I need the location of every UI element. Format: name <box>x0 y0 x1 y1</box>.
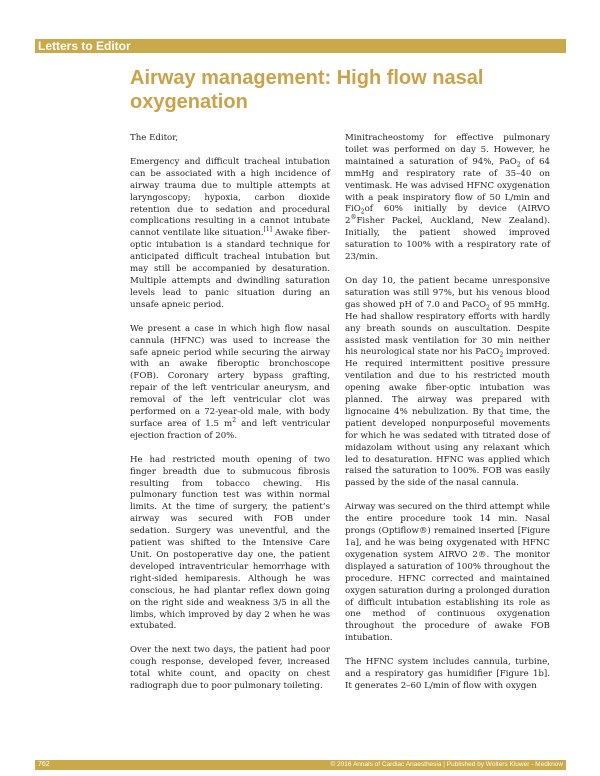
paragraph: The HFNC system includes cannula, turbine, and a respiratory gas humidifier [Figure 1b]. It generates 2–60 L/min of flow with oxygen <box>345 657 550 691</box>
article-title: Airway management: High flow nasal oxygenation <box>130 67 484 113</box>
paragraph: Airway was secured on the third attempt while the entire procedure took 14 min. Nasal prongs (Optiflow®) remained inserted [Figure 1a], and he was being oxygenated with HFNC oxygenation system AIRVO 2®. The monitor displayed a saturation of 100% throughout the procedure. HFNC corrected and maintained oxygen saturation during a prolonged duration of difficult intubation establishing its role as one method of continuous oxygenation throughout the procedure of awake FOB intubation. <box>345 502 550 644</box>
paragraph: Minitracheostomy for effective pulmonary toilet was performed on day 5. However, he maintained a saturation of 94%, PaO$_2$ of 64 mmHg and respiratory rate of 35–40 on ventimask. He was advised HFNC oxygenation with a peak inspiratory flow of 50 L/min and FiO$_2$of 60% initially by device (AIRVO 2®Fisher Packel, Auckland, New Zealand). Initially, the patient showed improved saturation to 100% with a respiratory rate of 23/min. <box>345 133 550 263</box>
page-number: 762 <box>38 761 50 768</box>
paragraph: He had restricted mouth opening of two finger breadth due to submucous fibrosis resulting from tobacco chewing. His pulmonary function test was within normal limits. At the time of surgery, the patient’s airway was secured with FOB under sedation. Surgery was uneventful, and the patient was shifted to the Intensive Care Unit. On postoperative day one, the patient developed intraventricular hemorrhage with right-sided hemiparesis. Although he was conscious, he had plantar reflex down going on the right side and weakness 3/5 in all the limbs, which improved by day 2 when he was extubated. <box>130 454 330 632</box>
paragraph: We present a case in which high flow nasal cannula (HFNC) was used to increase the safe apneic period while securing the airway with an awake fiberoptic bronchoscope (FOB). Coronary artery bypass grafting, repair of the left ventricular aneurysm, and removal of the left ventricular clot was performed on a 72-year-old male, with body surface area of 1.5 $m^2$ and left ventricular ejection fraction of 20%. <box>130 323 330 441</box>
paragraph: Emergency and difficult tracheal intubation can be associated with a high incidence of airway trauma due to multiple attempts at laryngoscopy; hypoxia, carbon dioxide retention due to sedation and procedural complications resulting in a cannot intubate cannot ventilate like situation.[1] Awake fiber-optic intubation is a standard technique for anticipated difficult tracheal intubation but may still be accompanied by desaturation. Multiple attempts and dwindling saturation levels lead to panic situation during an unsafe apneic period. <box>130 156 330 310</box>
journal-credit: © 2016 Annals of Cardiac Anaesthesia | Published by Wolters Kluwer - Medknow <box>330 761 563 768</box>
salutation: The Editor, <box>130 133 179 143</box>
right-column <box>345 133 550 705</box>
paragraph: Over the next two days, the patient had poor cough response, developed fever, increased total white count, and opacity on chest radiograph due to poor pulmonary toileting. <box>130 645 330 692</box>
section-label: Letters to Editor <box>38 39 131 53</box>
paragraph: On day 10, the patient became unresponsive saturation was still 97%, but his venous blood gas showed pH of 7.0 and PaCO$_2$ of 95 mmHg. He had shallow respiratory efforts with hardly any breath sounds on auscultation. Despite assisted mask ventilation for 30 min neither his neurological state nor his PaCO$_2$ improved. He required intermittent positive pressure ventilation and due to his restricted mouth opening awake fiber-optic intubation was planned. The airway was prepared with lignocaine 4% nebulization. By that time, the patient developed nonpurposeful movements for which he was sedated with titrated dose of midazolam without using any relaxant which led to desaturation. HFNC was applied which raised the saturation to 100%. FOB was easily passed by the side of the nasal cannula. <box>345 275 550 489</box>
left-column <box>130 133 330 705</box>
reference-marker[interactable]: [1] <box>263 226 273 234</box>
